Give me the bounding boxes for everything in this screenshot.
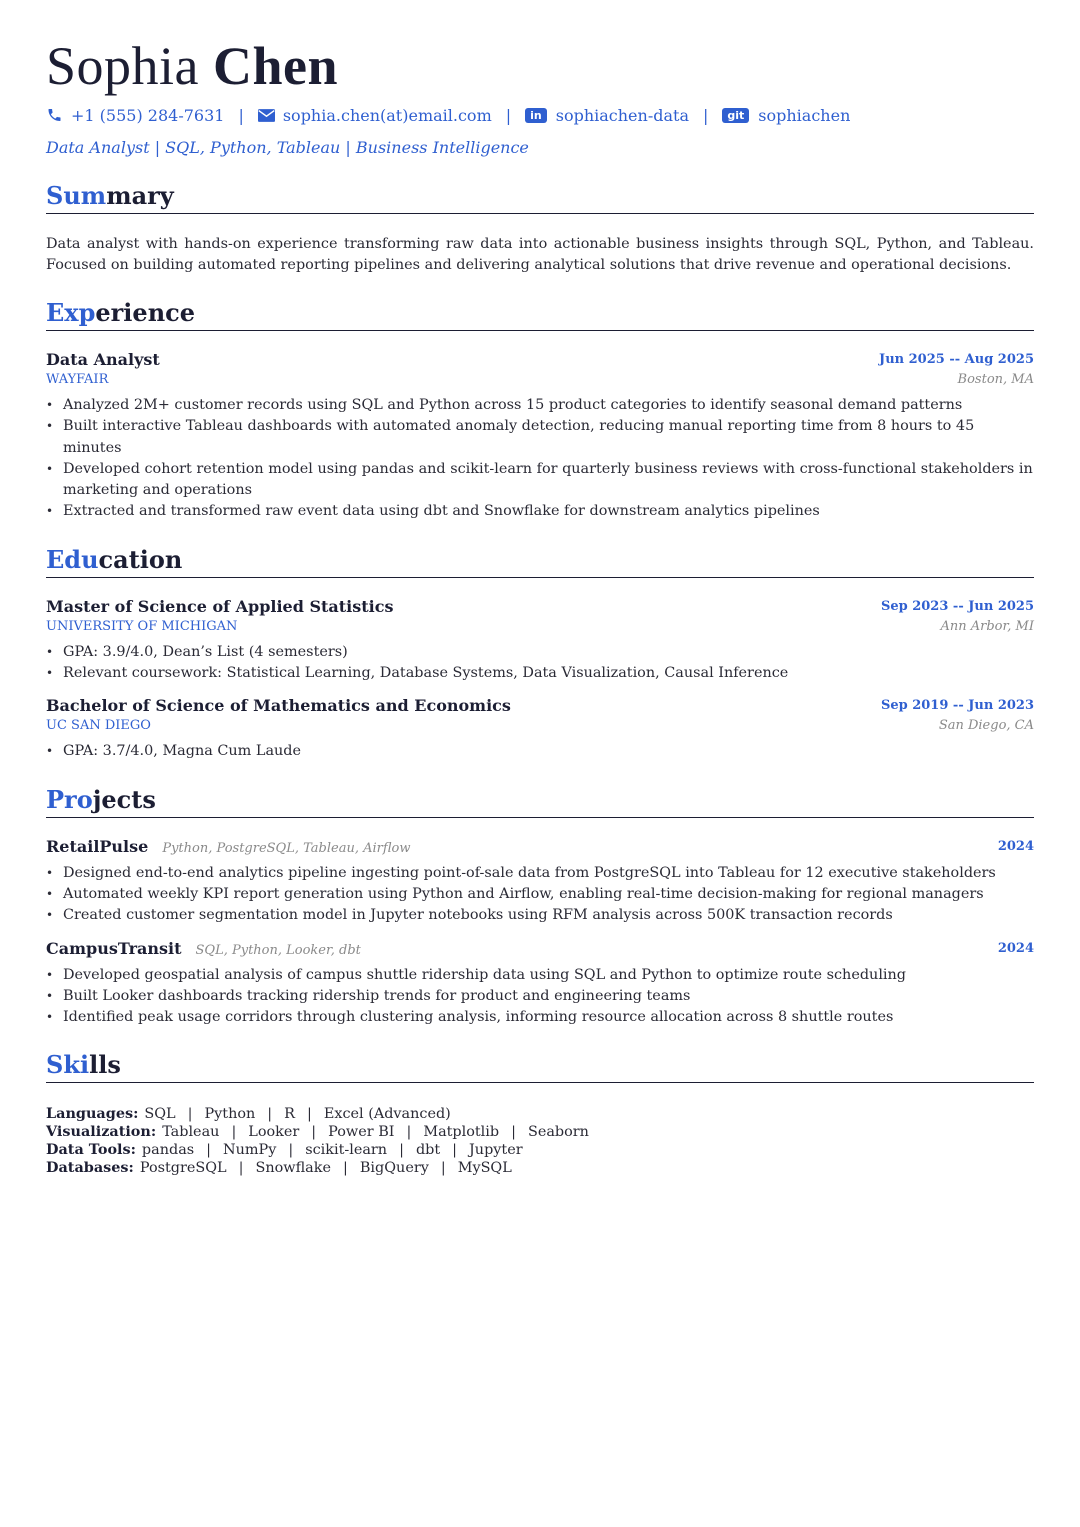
skill-item: SQL <box>144 1106 176 1123</box>
bullet-item: • Developed cohort retention model using pandas and scikit-learn for quarterly business reviews with cross-functional stakeholders in marketing and operations <box>46 459 1034 502</box>
entry-date: Jun 2025 -- Aug 2025 <box>879 352 1034 367</box>
project-entry <box>46 938 1034 1029</box>
entry-location: San Diego, CA <box>938 718 1034 734</box>
entry-location: Ann Arbor, MI <box>940 618 1034 634</box>
linkedin-text: sophiachen-data <box>555 105 689 125</box>
skills-separator: | <box>238 1160 244 1177</box>
skills-separator: | <box>267 1106 273 1123</box>
contact-separator: | <box>702 105 709 125</box>
education-section <box>46 545 1034 763</box>
contact-bar <box>46 105 1034 125</box>
entry-date: 2024 <box>997 940 1034 956</box>
entry-org-row <box>46 371 1034 389</box>
skill-item: Seaborn <box>527 1124 589 1141</box>
bullet-item: • Relevant coursework: Statistical Learning, Database Systems, Data Visualization, Causal Inference <box>46 663 1034 684</box>
first-name: Sophia <box>46 36 200 96</box>
envelope-icon <box>258 109 275 122</box>
entry-title-row <box>46 836 1034 860</box>
skill-item: PostgreSQL <box>139 1160 227 1177</box>
project-tech-stack: SQL, Python, Looker, dbt <box>195 942 361 958</box>
skill-item: R <box>284 1106 295 1123</box>
skill-item: Power BI <box>328 1124 395 1141</box>
entry-title: Bachelor of Science of Mathematics and Economics <box>46 696 511 716</box>
projects-section <box>46 785 1034 1029</box>
skills-row <box>46 1123 1034 1141</box>
skills-separator: | <box>406 1124 412 1141</box>
organization-name: UNIVERSITY OF MICHIGAN <box>46 618 238 634</box>
tagline: Data Analyst | SQL, Python, Tableau | Business Intelligence <box>46 138 529 157</box>
phone-link[interactable] <box>46 106 224 125</box>
skills-row <box>46 1141 1034 1159</box>
skill-item: MySQL <box>457 1160 512 1177</box>
organization-name: UC SAN DIEGO <box>46 718 151 734</box>
section-heading: Projects <box>46 785 1034 818</box>
skills-separator: | <box>399 1142 404 1159</box>
skill-item: Matplotlib <box>423 1124 500 1141</box>
project-title: CampusTransit <box>46 938 182 958</box>
skills-separator: | <box>206 1142 212 1159</box>
skill-item: Excel (Advanced) <box>323 1106 451 1123</box>
skill-item: scikit-learn <box>305 1142 388 1159</box>
education-list <box>46 596 1034 763</box>
bullet-item: • Identified peak usage corridors through clustering analysis, informing resource allocation across 8 shuttle routes <box>46 1007 1034 1028</box>
project-tech-stack: Python, PostgreSQL, Tableau, Airflow <box>162 840 411 856</box>
skills-row <box>46 1105 1034 1123</box>
linkedin-link[interactable] <box>525 106 689 125</box>
entry <box>46 349 1034 523</box>
contact-separator: | <box>238 105 244 125</box>
entry-title-row <box>46 596 1034 618</box>
skill-item: NumPy <box>223 1142 277 1159</box>
bullet-list <box>46 741 1034 762</box>
skill-item: Looker <box>248 1124 300 1141</box>
skill-item: Python <box>204 1106 256 1123</box>
skills-separator: | <box>343 1160 348 1177</box>
entry-title: Data Analyst <box>46 350 160 369</box>
bullet-list <box>46 863 1034 927</box>
email-link[interactable] <box>258 106 492 125</box>
bullet-item: • Created customer segmentation model in Jupyter notebooks using RFM analysis across 500K transaction records <box>46 905 1034 926</box>
skills-separator: | <box>288 1142 294 1159</box>
skill-item: Tableau <box>162 1124 220 1141</box>
phone-text: +1 (555) 284-7631 <box>71 105 225 125</box>
bullet-item: • Built Looker dashboards tracking ridership trends for product and engineering teams <box>46 986 1034 1007</box>
entry-date: Sep 2023 -- Jun 2025 <box>880 598 1034 614</box>
linkedin-icon: in <box>525 108 547 123</box>
skills-list <box>46 1105 1034 1177</box>
summary-text: Data analyst with hands-on experience transforming raw data into actionable business insights through SQL, Python, and Tableau. Focused on building automated reporting pipelines and delivering analytical solutions that drive revenue and operational decisions. <box>46 236 1034 273</box>
project-title: RetailPulse <box>46 836 149 856</box>
projects-list <box>46 836 1034 1029</box>
skills-separator: | <box>306 1106 312 1123</box>
resume-page <box>46 36 1034 1177</box>
entry-location: Boston, MA <box>957 372 1034 387</box>
entry-org-row <box>46 717 1034 735</box>
entry-title-row <box>46 695 1034 717</box>
section-heading: Education <box>46 545 1034 578</box>
bullet-item: • Developed geospatial analysis of campus shuttle ridership data using SQL and Python to optimize route scheduling <box>46 965 1034 986</box>
skills-category-label: Databases: <box>46 1159 134 1177</box>
skills-category-label: Data Tools: <box>46 1141 136 1159</box>
last-name: Chen <box>213 36 339 96</box>
skills-category-label: Languages: <box>46 1105 139 1123</box>
organization-name: WAYFAIR <box>46 372 109 387</box>
skills-separator: | <box>511 1124 516 1141</box>
bullet-item: • Designed end-to-end analytics pipeline ingesting point-of-sale data from PostgreSQL into Tableau for 12 executive stakeholders <box>46 863 1034 884</box>
bullet-item: • Extracted and transformed raw event data using dbt and Snowflake for downstream analytics pipelines <box>46 501 1034 522</box>
skill-item: Snowflake <box>255 1160 331 1177</box>
skills-row <box>46 1159 1034 1177</box>
skills-separator: | <box>452 1142 458 1159</box>
section-heading: Experience <box>46 298 1034 331</box>
skills-separator: | <box>440 1160 446 1177</box>
experience-section <box>46 298 1034 523</box>
skills-section <box>46 1050 1034 1177</box>
skill-item: BigQuery <box>359 1160 429 1177</box>
entry-date: 2024 <box>997 838 1034 854</box>
email-text: sophia.chen(at)email.com <box>282 105 492 125</box>
entry-date: Sep 2019 -- Jun 2023 <box>880 698 1034 714</box>
project-entry <box>46 836 1034 927</box>
entry-title-row <box>46 349 1034 371</box>
contact-separator: | <box>505 105 512 125</box>
experience-list <box>46 349 1034 523</box>
github-text: sophiachen <box>758 105 851 125</box>
bullet-item: • GPA: 3.9/4.0, Dean’s List (4 semesters) <box>46 642 1034 663</box>
bullet-list <box>46 395 1034 523</box>
entry <box>46 695 1034 762</box>
summary-section <box>46 181 1034 276</box>
skills-separator: | <box>187 1106 193 1123</box>
entry-title-row <box>46 938 1034 962</box>
skills-category-label: Visualization: <box>46 1123 157 1141</box>
skill-item: dbt <box>415 1142 441 1159</box>
skill-item: pandas <box>141 1142 195 1159</box>
github-icon: git <box>722 108 749 123</box>
phone-icon <box>46 107 63 123</box>
skills-separator: | <box>311 1124 317 1141</box>
entry <box>46 596 1034 685</box>
entry-org-row <box>46 618 1034 636</box>
bullet-list <box>46 642 1034 685</box>
bullet-list <box>46 965 1034 1029</box>
bullet-item: • Automated weekly KPI report generation using Python and Airflow, enabling real-time decision-making for regional managers <box>46 884 1034 905</box>
bullet-item: • GPA: 3.7/4.0, Magna Cum Laude <box>46 741 1034 762</box>
bullet-item: • Analyzed 2M+ customer records using SQL and Python across 15 product categories to identify seasonal demand patterns <box>46 395 1034 416</box>
section-heading: Summary <box>46 181 1034 214</box>
skills-separator: | <box>231 1124 237 1141</box>
skill-item: Jupyter <box>469 1142 523 1159</box>
github-link[interactable] <box>722 106 850 125</box>
candidate-name <box>46 36 1034 96</box>
section-heading: Skills <box>46 1050 1034 1083</box>
bullet-item: • Built interactive Tableau dashboards with automated anomaly detection, reducing manual reporting time from 8 hours to 45 minutes <box>46 416 1034 459</box>
entry-title: Master of Science of Applied Statistics <box>46 596 394 616</box>
